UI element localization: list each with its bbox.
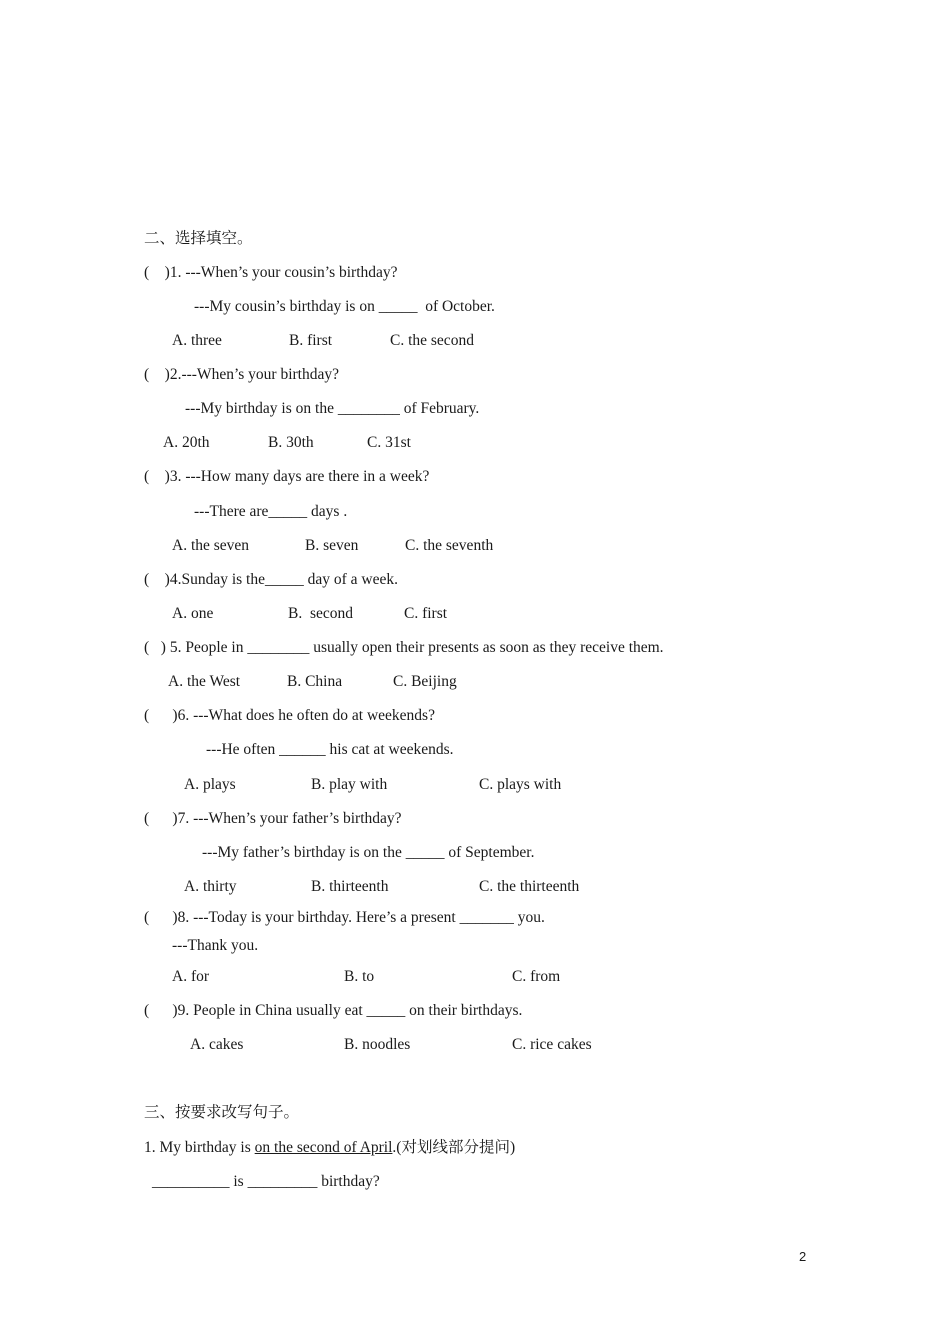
question-7-option-c: C. the thirteenth: [479, 878, 580, 895]
question-4-option-c: C. first: [404, 605, 448, 622]
question-1-option-c: C. the second: [390, 332, 474, 349]
question-9-option-a: A. cakes: [190, 1036, 244, 1053]
question-8-option-b: B. to: [344, 968, 375, 985]
question-1-option-b: B. first: [289, 332, 333, 349]
question-2-answer-line: ---My birthday is on the ________ of February.: [185, 400, 480, 417]
rewrite-question-1-suffix: .(对划线部分提问): [392, 1139, 516, 1156]
rewrite-question-1-prefix: 1. My birthday is: [144, 1139, 255, 1156]
question-5-option-a: A. the West: [168, 673, 241, 690]
question-7-option-a: A. thirty: [184, 878, 237, 895]
question-2-option-a: A. 20th: [163, 434, 210, 451]
question-3-option-a: A. the seven: [172, 537, 250, 554]
question-1-option-a: A. three: [172, 332, 222, 349]
section-2-heading: 二、选择填空。: [144, 230, 253, 247]
question-2-option-c: C. 31st: [367, 434, 411, 451]
question-6-answer-line: ---He often ______ his cat at weekends.: [206, 741, 454, 758]
section-3-heading: 三、按要求改写句子。: [144, 1104, 300, 1121]
question-5-option-b: B. China: [287, 673, 343, 690]
question-4-option-b: B. second: [288, 605, 354, 622]
question-5-option-c: C. Beijing: [393, 673, 457, 690]
question-1-answer-line: ---My cousin’s birthday is on _____ of October.: [194, 298, 495, 315]
question-9-option-c: C. rice cakes: [512, 1036, 592, 1053]
question-8-option-a: A. for: [172, 968, 210, 985]
rewrite-question-1-underlined-part: on the second of April: [254, 1139, 393, 1156]
question-2-option-b: B. 30th: [268, 434, 314, 451]
question-7: ( )7. ---When’s your father’s birthday?: [144, 810, 402, 827]
question-6-option-c: C. plays with: [479, 776, 562, 793]
rewrite-question-1-answer-line: __________ is _________ birthday?: [152, 1173, 380, 1190]
question-8-answer-line: ---Thank you.: [172, 937, 259, 954]
question-7-answer-line: ---My father’s birthday is on the _____ of September.: [202, 844, 535, 861]
question-3-option-b: B. seven: [305, 537, 359, 554]
question-4: ( )4.Sunday is the_____ day of a week.: [144, 571, 398, 588]
question-5: ( ) 5. People in ________ usually open their presents as soon as they receive them.: [144, 639, 664, 656]
question-4-option-a: A. one: [172, 605, 214, 622]
question-3-option-c: C. the seventh: [405, 537, 494, 554]
question-1: ( )1. ---When’s your cousin’s birthday?: [144, 264, 398, 281]
question-7-option-b: B. thirteenth: [311, 878, 389, 895]
rewrite-question-1: [144, 1138, 515, 1158]
question-6-option-b: B. play with: [311, 776, 388, 793]
question-3: ( )3. ---How many days are there in a week?: [144, 468, 430, 485]
question-3-answer-line: ---There are_____ days .: [194, 503, 348, 520]
page-number: 2: [799, 1249, 807, 1264]
question-8-option-c: C. from: [512, 968, 561, 985]
question-9: ( )9. People in China usually eat _____ on their birthdays.: [144, 1002, 523, 1019]
question-9-option-b: B. noodles: [344, 1036, 411, 1053]
question-6: ( )6. ---What does he often do at weekends?: [144, 707, 435, 724]
question-6-option-a: A. plays: [184, 776, 236, 793]
question-8: ( )8. ---Today is your birthday. Here’s a present _______ you.: [144, 909, 545, 926]
question-2: ( )2.---When’s your birthday?: [144, 366, 339, 383]
